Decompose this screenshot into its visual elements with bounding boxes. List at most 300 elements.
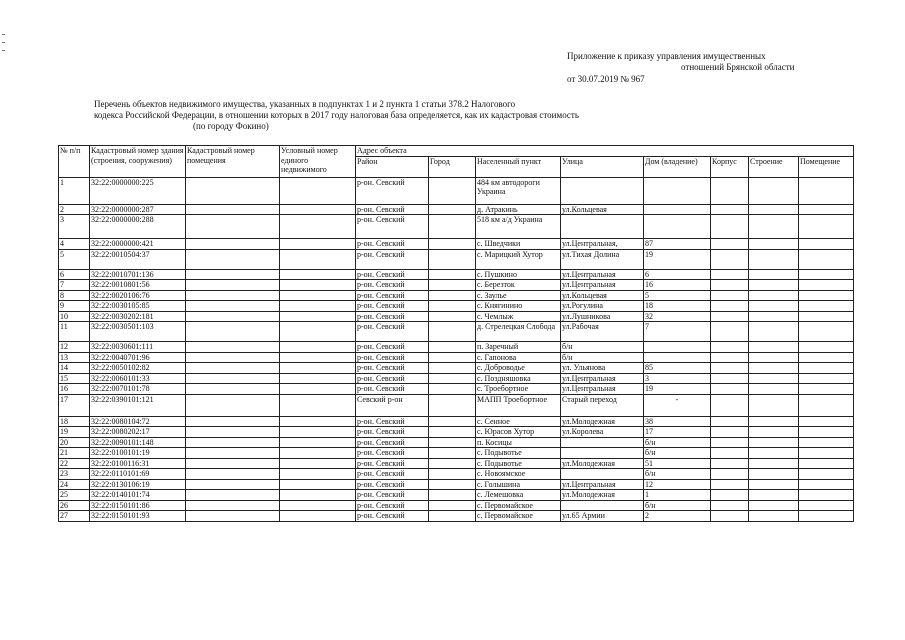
cell-pomeschenie [799, 290, 854, 301]
cell-cad-number: 32:22:0050102:82 [90, 363, 186, 374]
cell-house: б/н [644, 469, 711, 480]
cell-stroenie [749, 322, 799, 342]
cell-pomeschenie [799, 394, 854, 416]
cell-raion: р-он. Севский [356, 352, 429, 363]
cell-gorod [429, 448, 476, 459]
table-row [59, 384, 854, 395]
cell-cad-room [186, 311, 280, 322]
cell-korpus [711, 511, 749, 522]
cell-korpus [711, 384, 749, 395]
cell-cond-number [280, 500, 356, 511]
cell-raion: р-он. Севский [356, 249, 429, 269]
cell-cad-room [186, 427, 280, 438]
cell-cad-room [186, 490, 280, 501]
cell-raion: р-он. Севский [356, 363, 429, 374]
cell-stroenie [749, 301, 799, 312]
cell-row-number: 25 [59, 490, 90, 501]
cell-street: ул.Кольцевая [561, 290, 644, 301]
cell-row-number: 18 [59, 416, 90, 427]
cell-stroenie [749, 384, 799, 395]
table-row [59, 280, 854, 291]
cell-raion: р-он. Севский [356, 511, 429, 522]
table-row [59, 427, 854, 438]
cell-cond-number [280, 215, 356, 239]
cell-cad-number: 32:22:0040701:96 [90, 352, 186, 363]
cell-cad-room [186, 177, 280, 204]
table-row [59, 448, 854, 459]
cell-house: 19 [644, 249, 711, 269]
cell-raion: р-он. Севский [356, 384, 429, 395]
cell-cad-room [186, 448, 280, 459]
cell-cad-room [186, 249, 280, 269]
table-row [59, 469, 854, 480]
cell-cond-number [280, 511, 356, 522]
cell-pomeschenie [799, 322, 854, 342]
cell-cad-room [186, 511, 280, 522]
header-pomeschenie: Помещение [799, 156, 854, 177]
cell-settlement: с. Первомайское [476, 500, 561, 511]
cell-stroenie [749, 500, 799, 511]
cell-house: б/н [644, 500, 711, 511]
cell-stroenie [749, 427, 799, 438]
cell-stroenie [749, 511, 799, 522]
cell-street: ул.Центральная [561, 384, 644, 395]
header-cond-number: Условный номер единого недвижимого [280, 146, 356, 178]
cell-cond-number [280, 269, 356, 280]
header-np: Населенный пункт [476, 156, 561, 177]
cell-pomeschenie [799, 490, 854, 501]
cell-settlement: с. Подывотье [476, 458, 561, 469]
cell-street: ул.Тихая Долина [561, 249, 644, 269]
cell-house: б/н [644, 437, 711, 448]
cell-cond-number [280, 249, 356, 269]
cell-pomeschenie [799, 479, 854, 490]
cell-korpus [711, 280, 749, 291]
cell-korpus [711, 427, 749, 438]
cell-korpus [711, 394, 749, 416]
cell-stroenie [749, 394, 799, 416]
cell-stroenie [749, 458, 799, 469]
cell-stroenie [749, 469, 799, 480]
cell-korpus [711, 448, 749, 459]
cell-cad-number: 32:22:0020106:76 [90, 290, 186, 301]
cell-street: б/н [561, 342, 644, 353]
cell-gorod [429, 373, 476, 384]
cell-settlement: с. Новоямское [476, 469, 561, 480]
cell-pomeschenie [799, 416, 854, 427]
cell-korpus [711, 322, 749, 342]
table-row [59, 204, 854, 215]
cell-settlement: 484 км автодороги Украина [476, 177, 561, 204]
cell-cad-number: 32:22:0000000:421 [90, 239, 186, 250]
cell-stroenie [749, 363, 799, 374]
header-cad-room: Кадастровый номер помещения [186, 146, 280, 178]
cell-cond-number [280, 342, 356, 353]
cell-gorod [429, 394, 476, 416]
cell-row-number: 5 [59, 249, 90, 269]
cell-cond-number [280, 280, 356, 291]
cell-raion: р-он. Севский [356, 290, 429, 301]
cell-raion: р-он. Севский [356, 177, 429, 204]
header-dom: Дом (владение) [644, 156, 711, 177]
cell-house: 87 [644, 239, 711, 250]
cell-cond-number [280, 479, 356, 490]
cell-settlement: с. Марицкий Хутор [476, 249, 561, 269]
cell-street [561, 448, 644, 459]
cell-street: б/н [561, 352, 644, 363]
cell-gorod [429, 177, 476, 204]
cell-house: 3 [644, 373, 711, 384]
cell-gorod [429, 384, 476, 395]
cell-street [561, 500, 644, 511]
table-row [59, 215, 854, 239]
cell-cad-number: 32:22:0390101:121 [90, 394, 186, 416]
cell-cond-number [280, 363, 356, 374]
cell-gorod [429, 239, 476, 250]
cell-gorod [429, 352, 476, 363]
cell-settlement: п. Заречный [476, 342, 561, 353]
table-row [59, 177, 854, 204]
table-row [59, 363, 854, 374]
cell-street: ул.Центральная, [561, 239, 644, 250]
cell-stroenie [749, 239, 799, 250]
header-korpus: Корпус [711, 156, 749, 177]
cell-raion: р-он. Севский [356, 479, 429, 490]
cell-korpus [711, 239, 749, 250]
cell-cad-room [186, 239, 280, 250]
cell-cond-number [280, 490, 356, 501]
cell-pomeschenie [799, 177, 854, 204]
cell-gorod [429, 311, 476, 322]
cell-cond-number [280, 301, 356, 312]
cell-cad-number: 32:22:0080104:72 [90, 416, 186, 427]
table-row [59, 269, 854, 280]
table-row [59, 490, 854, 501]
cell-row-number: 2 [59, 204, 90, 215]
cell-cond-number [280, 239, 356, 250]
cell-street [561, 469, 644, 480]
cell-row-number: 7 [59, 280, 90, 291]
cell-cad-room [186, 373, 280, 384]
cell-cond-number [280, 427, 356, 438]
cell-house: 16 [644, 280, 711, 291]
table-row [59, 511, 854, 522]
cell-street: ул.Рабочая [561, 322, 644, 342]
cell-korpus [711, 269, 749, 280]
cell-settlement: 518 км а/д Украина [476, 215, 561, 239]
cell-raion: р-он. Севский [356, 322, 429, 342]
cell-house: 6 [644, 269, 711, 280]
table-row [59, 301, 854, 312]
cell-street: ул.Центральная [561, 479, 644, 490]
cell-cad-number: 32:22:0000000:287 [90, 204, 186, 215]
cell-cad-room [186, 342, 280, 353]
cell-house: б/н [644, 448, 711, 459]
cell-raion: р-он. Севский [356, 342, 429, 353]
cell-cad-room [186, 469, 280, 480]
cell-cond-number [280, 437, 356, 448]
cell-street: Старый переход [561, 394, 644, 416]
cell-row-number: 22 [59, 458, 90, 469]
cell-settlement: с. Чемлыж [476, 311, 561, 322]
cell-stroenie [749, 280, 799, 291]
cell-settlement: с. Пушкино [476, 269, 561, 280]
cell-house: 18 [644, 301, 711, 312]
cell-pomeschenie [799, 352, 854, 363]
cell-settlement: с. Гапонова [476, 352, 561, 363]
cell-raion: р-он. Севский [356, 500, 429, 511]
cell-settlement: с. Подывотье [476, 448, 561, 459]
cell-street: ул.Рогулина [561, 301, 644, 312]
cell-gorod [429, 427, 476, 438]
cell-gorod [429, 511, 476, 522]
cell-row-number: 12 [59, 342, 90, 353]
cell-house: 85 [644, 363, 711, 374]
cell-settlement: с. Заулье [476, 290, 561, 301]
cell-raion: р-он. Севский [356, 416, 429, 427]
cell-street: ул.Центральная [561, 269, 644, 280]
cell-cad-number: 32:22:0090101:148 [90, 437, 186, 448]
cell-gorod [429, 437, 476, 448]
table-row [59, 342, 854, 353]
header-cad-building: Кадастровый номер здания (строения, сооружения) [90, 146, 186, 178]
title-line-2: кодекса Российской Федерации, в отношении которых в 2017 году налоговая база определяется, как их кадастровая стоимость [94, 110, 579, 120]
header-address: Адрес объекта [356, 146, 854, 157]
table-row [59, 322, 854, 342]
cell-korpus [711, 416, 749, 427]
cell-stroenie [749, 311, 799, 322]
table-row [59, 352, 854, 363]
cell-street: ул.Кольцевая [561, 204, 644, 215]
cell-stroenie [749, 373, 799, 384]
cell-stroenie [749, 490, 799, 501]
cell-settlement: с. Юрасов Хутор [476, 427, 561, 438]
cell-pomeschenie [799, 280, 854, 291]
cell-korpus [711, 342, 749, 353]
cell-korpus [711, 373, 749, 384]
cell-gorod [429, 458, 476, 469]
cell-cad-room [186, 437, 280, 448]
cell-cad-number: 32:22:0000000:288 [90, 215, 186, 239]
cell-cad-room [186, 479, 280, 490]
cell-pomeschenie [799, 448, 854, 459]
cell-row-number: 23 [59, 469, 90, 480]
cell-pomeschenie [799, 511, 854, 522]
cell-house: 19 [644, 384, 711, 395]
cell-gorod [429, 322, 476, 342]
title-line-3: (по городу Фокино) [193, 121, 269, 131]
cell-korpus [711, 301, 749, 312]
cell-gorod [429, 490, 476, 501]
cell-stroenie [749, 448, 799, 459]
cell-raion: р-он. Севский [356, 239, 429, 250]
cell-stroenie [749, 352, 799, 363]
cell-stroenie [749, 342, 799, 353]
cell-korpus [711, 290, 749, 301]
cell-korpus [711, 204, 749, 215]
cell-settlement: с. Княгинино [476, 301, 561, 312]
table-row [59, 249, 854, 269]
cell-cad-room [186, 269, 280, 280]
cell-street: ул.Молодежная [561, 458, 644, 469]
cell-row-number: 9 [59, 301, 90, 312]
cell-cad-number: 32:22:0130106:19 [90, 479, 186, 490]
table-row [59, 500, 854, 511]
cell-raion: р-он. Севский [356, 490, 429, 501]
cell-settlement: с. Березток [476, 280, 561, 291]
cell-cond-number [280, 448, 356, 459]
cell-raion: р-он. Севский [356, 437, 429, 448]
cell-settlement: с. Лемешовка [476, 490, 561, 501]
cell-cond-number [280, 458, 356, 469]
cell-house [644, 352, 711, 363]
cell-stroenie [749, 249, 799, 269]
cell-raion: р-он. Севский [356, 215, 429, 239]
cell-cond-number [280, 352, 356, 363]
cell-row-number: 17 [59, 394, 90, 416]
cell-row-number: 11 [59, 322, 90, 342]
cell-cad-number: 32:22:0030501:103 [90, 322, 186, 342]
cell-korpus [711, 469, 749, 480]
cell-row-number: 24 [59, 479, 90, 490]
appendix-line-2: отношений Брянской области [681, 62, 795, 72]
cell-gorod [429, 416, 476, 427]
cell-stroenie [749, 416, 799, 427]
cell-street: ул.Лушникова [561, 311, 644, 322]
cell-street [561, 215, 644, 239]
cell-cad-number: 32:22:0100116:31 [90, 458, 186, 469]
cell-street: ул.Молодежная [561, 416, 644, 427]
cell-pomeschenie [799, 204, 854, 215]
cell-cad-number: 32:22:0060101:33 [90, 373, 186, 384]
table-row [59, 290, 854, 301]
cell-row-number: 1 [59, 177, 90, 204]
cell-pomeschenie [799, 215, 854, 239]
cell-cad-room [186, 215, 280, 239]
cell-pomeschenie [799, 437, 854, 448]
cell-stroenie [749, 204, 799, 215]
cell-house [644, 204, 711, 215]
cell-row-number: 10 [59, 311, 90, 322]
cell-cond-number [280, 373, 356, 384]
cell-korpus [711, 500, 749, 511]
cell-cad-number: 32:22:0140101:74 [90, 490, 186, 501]
cell-house: 1 [644, 490, 711, 501]
cell-house: 51 [644, 458, 711, 469]
cell-cond-number [280, 290, 356, 301]
cell-cad-number: 32:22:0000000:225 [90, 177, 186, 204]
property-table [58, 145, 854, 522]
header-num: № п/п [59, 146, 90, 178]
cell-gorod [429, 301, 476, 312]
cell-cad-room [186, 416, 280, 427]
cell-pomeschenie [799, 249, 854, 269]
cell-pomeschenie [799, 373, 854, 384]
table-row [59, 416, 854, 427]
cell-korpus [711, 215, 749, 239]
cell-street [561, 177, 644, 204]
cell-raion: р-он. Севский [356, 469, 429, 480]
cell-stroenie [749, 269, 799, 280]
cell-house: 32 [644, 311, 711, 322]
cell-settlement: МАПП Троебортное [476, 394, 561, 416]
cell-korpus [711, 311, 749, 322]
cell-gorod [429, 500, 476, 511]
cell-cad-room [186, 363, 280, 374]
cell-cad-number: 32:22:0030105:85 [90, 301, 186, 312]
cell-row-number: 20 [59, 437, 90, 448]
cell-cad-number: 32:22:0030202:181 [90, 311, 186, 322]
cell-pomeschenie [799, 269, 854, 280]
cell-settlement: с. Доброводье [476, 363, 561, 374]
cell-gorod [429, 215, 476, 239]
cell-korpus [711, 352, 749, 363]
cell-cond-number [280, 469, 356, 480]
cell-pomeschenie [799, 500, 854, 511]
cell-korpus [711, 249, 749, 269]
cell-gorod [429, 479, 476, 490]
cell-cad-room [186, 352, 280, 363]
cell-cad-room [186, 458, 280, 469]
cell-cad-room [186, 394, 280, 416]
cell-gorod [429, 363, 476, 374]
cell-cad-room [186, 204, 280, 215]
cell-row-number: 16 [59, 384, 90, 395]
cell-row-number: 15 [59, 373, 90, 384]
cell-row-number: 14 [59, 363, 90, 374]
cell-cad-number: 32:22:0010701:136 [90, 269, 186, 280]
cell-cond-number [280, 384, 356, 395]
cell-raion: р-он. Севский [356, 269, 429, 280]
cell-row-number: 27 [59, 511, 90, 522]
cell-pomeschenie [799, 239, 854, 250]
cell-house: 12 [644, 479, 711, 490]
cell-raion: р-он. Севский [356, 204, 429, 215]
cell-settlement: с. Поздняшовка [476, 373, 561, 384]
cell-cad-number: 32:22:0100101:19 [90, 448, 186, 459]
header-ulica: Улица [561, 156, 644, 177]
cell-raion: р-он. Севский [356, 373, 429, 384]
cell-row-number: 6 [59, 269, 90, 280]
table-row [59, 458, 854, 469]
cell-street: ул.Центральная [561, 280, 644, 291]
cell-row-number: 4 [59, 239, 90, 250]
cell-gorod [429, 249, 476, 269]
cell-stroenie [749, 215, 799, 239]
table-row [59, 394, 854, 416]
cell-house: 38 [644, 416, 711, 427]
cell-cad-room [186, 290, 280, 301]
cell-street [561, 437, 644, 448]
cell-cad-number: 32:22:0010504:37 [90, 249, 186, 269]
cell-row-number: 3 [59, 215, 90, 239]
table-row [59, 311, 854, 322]
cell-gorod [429, 469, 476, 480]
title-line-1: Перечень объектов недвижимого имущества, указанных в подпунктах 1 и 2 пункта 1 статьи 378.2 Налогового [94, 99, 516, 109]
cell-cond-number [280, 177, 356, 204]
cell-stroenie [749, 290, 799, 301]
cell-gorod [429, 204, 476, 215]
cell-pomeschenie [799, 469, 854, 480]
cell-house: - [644, 394, 711, 416]
cell-settlement: п. Косицы [476, 437, 561, 448]
cell-pomeschenie [799, 342, 854, 353]
cell-korpus [711, 437, 749, 448]
cell-house: 5 [644, 290, 711, 301]
cell-pomeschenie [799, 311, 854, 322]
cell-cad-room [186, 280, 280, 291]
cell-settlement: с. Сенное [476, 416, 561, 427]
